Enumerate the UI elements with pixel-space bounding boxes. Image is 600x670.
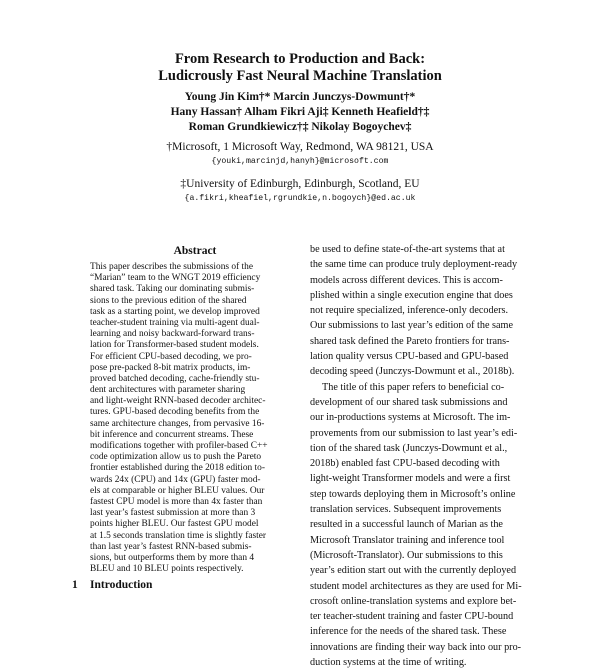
body-line: decoding speed (Junczys-Dowmunt et al., 2018b).: [310, 366, 515, 378]
abstract-heading: Abstract: [173, 245, 217, 257]
emails-edinburgh: {a.fikri,kheafiel,rgrundkie,n.bogoych}@ed.ac.uk: [184, 194, 416, 203]
section-number: 1: [72, 579, 78, 591]
abstract-line: modifications together with profiler-based C++: [90, 441, 268, 451]
abstract-line: This paper describes the submissions of the: [90, 262, 253, 272]
section-title: Introduction: [90, 579, 153, 591]
abstract-line: teacher-student training via multi-agent dual-: [90, 317, 260, 328]
abstract-line: proved batched decoding, cache-friendly stu-: [90, 373, 260, 384]
abstract-line: and light-weight RNN-based decoder architec-: [90, 396, 266, 407]
body-line: (Microsoft-Translator). Our submissions to this: [310, 549, 503, 561]
abstract-line: els at comparable or higher BLEU values. Our: [90, 485, 265, 496]
abstract-line: at 1.5 seconds translation time is slightly faster: [90, 530, 267, 541]
abstract-line: For efficient CPU-based decoding, we pro-: [90, 351, 252, 362]
body-line: duction systems at the time of writing.: [310, 657, 467, 669]
abstract-line: points higher BLEU. Our fastest GPU model: [90, 519, 259, 530]
body-line: not require specialized, inference-only decoders.: [310, 305, 508, 317]
abstract-line: sions to the previous edition of the shared: [90, 295, 247, 306]
authors-line-3: Roman Grundkiewicz†‡ Nikolay Bogoychev‡: [188, 121, 412, 133]
body-line: translation services. Subsequent improvements: [310, 504, 502, 516]
body-line: 2018b) enabled fast CPU-based decoding with: [310, 458, 500, 470]
body-line: year’s edition start out with the currently deployed: [310, 565, 517, 577]
body-line: tion of the shared task (Junczys-Dowmunt et al.,: [310, 442, 508, 454]
body-line: Microsoft Translator training and inference tool: [310, 534, 505, 546]
abstract-line: tures. GPU-based decoding benefits from the: [90, 407, 260, 418]
body-line: light-weight Transformer models and were a first: [310, 473, 511, 485]
abstract-line: last year’s fastest submission at more than 3: [90, 508, 256, 519]
body-line: models across different devices. This is accom-: [310, 274, 503, 286]
abstract-line: code optimization allow us to push the Pareto: [90, 452, 262, 463]
body-line: inference for the needs of the shared task. These: [310, 626, 507, 638]
body-line: Our submissions to last year’s edition of the same: [310, 320, 513, 332]
abstract-line: frontier established during the 2018 edition to-: [90, 463, 265, 474]
abstract-line: lation for Transformer-based student models.: [90, 340, 259, 351]
body-line: student model architectures as they are used for Mi-: [310, 580, 522, 592]
abstract-line: fastest CPU model is more than 4x faster than: [90, 496, 263, 507]
abstract-line: sions, but outperforms them by more than 4: [90, 552, 255, 563]
abstract-line: task as a starting point, we develop improved: [90, 306, 260, 317]
body-line: step towards deploying them in Microsoft’s online: [310, 488, 516, 500]
body-line: lation quality versus CPU-based and GPU-based: [310, 351, 509, 363]
abstract-line: “Marian” team to the WNGT 2019 efficiency: [90, 273, 261, 284]
body-line: development of our shared task submissions and: [310, 396, 508, 408]
abstract-line: same architecture changes, from pervasive 16-: [90, 418, 265, 429]
right-column-body: [310, 242, 530, 670]
paper-title-line-2: Ludicrously Fast Neural Machine Translation: [158, 68, 442, 84]
body-line: our in-productions systems at Microsoft. The im-: [310, 412, 511, 424]
body-line: plished within a single execution engine that does: [310, 289, 513, 301]
abstract-line: BLEU and 10 BLEU points respectively.: [90, 564, 244, 575]
body-line: ter teacher-student training and faster CPU-bound: [310, 611, 514, 623]
emails-microsoft: {youki,marcinjd,hanyh}@microsoft.com: [211, 157, 389, 166]
abstract-line: learning and noisy backward-forward trans-: [90, 329, 255, 340]
body-line: innovations are finding their way back into our pro-: [310, 641, 522, 653]
affiliation-edinburgh: ‡University of Edinburgh, Edinburgh, Scotland, EU: [180, 178, 420, 190]
body-line: crosoft online-translation systems and explore bet-: [310, 595, 517, 607]
body-line: resulted in a successful launch of Marian as the: [310, 519, 503, 531]
authors-line-2: Hany Hassan† Alham Fikri Aji‡ Kenneth Heafield†‡: [170, 106, 430, 118]
authors-line-1: Young Jin Kim†* Marcin Junczys-Dowmunt†*: [184, 91, 416, 103]
body-line: provements from our submission to last year’s edi-: [310, 427, 518, 439]
body-line: The title of this paper refers to beneficial co-: [322, 381, 505, 393]
abstract-line: dent architectures with parameter sharing: [90, 385, 246, 396]
abstract-body: [90, 262, 300, 575]
body-line: shared task defined the Pareto frontiers for trans-: [310, 335, 510, 347]
affiliation-microsoft: †Microsoft, 1 Microsoft Way, Redmond, WA 98121, USA: [166, 141, 434, 153]
abstract-line: than last year’s fastest RNN-based submis-: [90, 541, 252, 552]
body-line: the same time can produce truly deployment-ready: [310, 259, 518, 271]
abstract-line: pose pre-packed 8-bit matrix products, im-: [90, 362, 251, 373]
abstract-line: bit inference and concurrent streams. These: [90, 429, 254, 440]
paper-title-line-1: From Research to Production and Back:: [174, 51, 426, 67]
section-heading-introduction: [72, 579, 152, 591]
abstract-line: wards 24x (CPU) and 14x (GPU) faster mod-: [90, 474, 261, 485]
abstract-line: shared task. Taking our dominating submis-: [90, 284, 255, 295]
body-line: be used to define state-of-the-art systems that at: [310, 244, 505, 255]
